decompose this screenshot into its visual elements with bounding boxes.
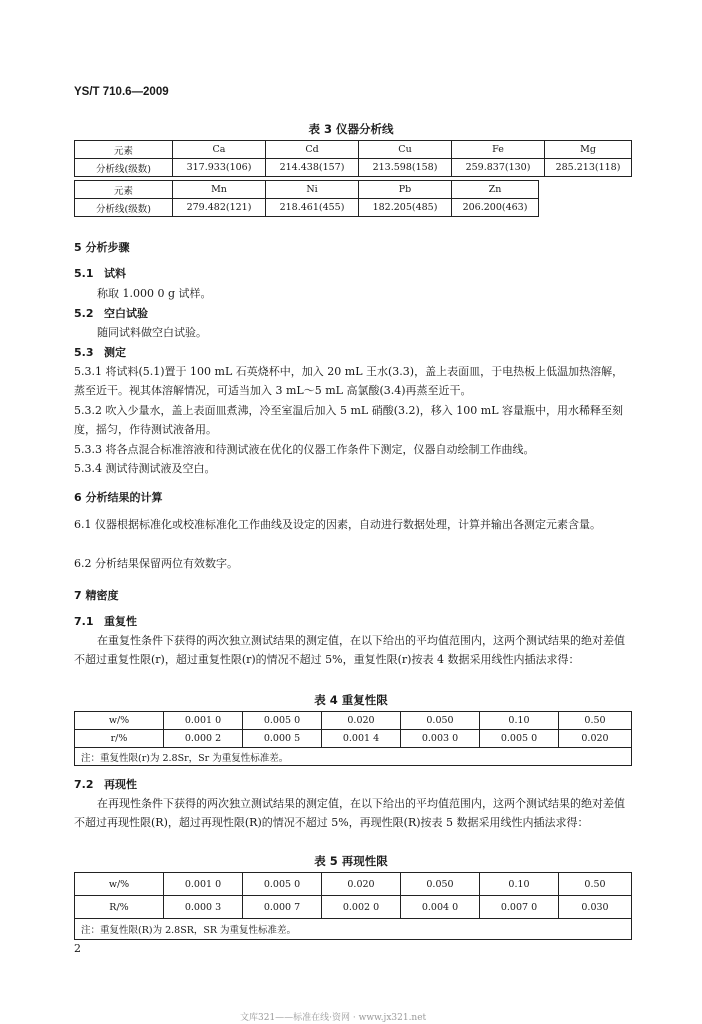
section-6-1: 6.1 仪器根据标准化或校准标准化工作曲线及设定的因素，自动进行数据处理，计算并输出各测定元素含量。 <box>74 518 601 531</box>
table-row <box>75 919 632 940</box>
table-cell: 0.003 0 <box>401 730 480 748</box>
table-cell: 0.007 0 <box>480 896 559 919</box>
section-title: 测定 <box>104 346 126 359</box>
table-cell: 0.50 <box>559 712 632 730</box>
table-cell: 0.050 <box>401 873 480 896</box>
table-cell: 213.598(158) <box>359 159 452 177</box>
table-cell: Zn <box>452 181 539 199</box>
table-cell: 0.000 7 <box>243 896 322 919</box>
table-cell: 0.000 2 <box>164 730 243 748</box>
table-cell: 0.000 3 <box>164 896 243 919</box>
table-cell: 元素 <box>75 141 173 159</box>
section-title: 再现性 <box>104 778 137 791</box>
table-row <box>75 730 632 748</box>
table-cell: 285.213(118) <box>545 159 632 177</box>
table-cell: 218.461(455) <box>266 199 359 217</box>
section-number: 7.1 <box>74 615 94 628</box>
table-cell: 0.030 <box>559 896 632 919</box>
section-number: 7.2 <box>74 778 94 791</box>
table-row <box>75 141 632 159</box>
section-5-3-heading <box>74 344 126 360</box>
standard-number: YS/T 710.6—2009 <box>74 86 169 98</box>
section-7-2-heading <box>74 776 137 792</box>
table5-caption: 表 5 再现性限 <box>314 854 388 868</box>
section-title: 重复性 <box>104 615 137 628</box>
table-cell: Ni <box>266 181 359 199</box>
table-row <box>75 181 539 199</box>
section-title: 试料 <box>104 267 126 280</box>
table3-caption: 表 3 仪器分析线 <box>308 122 394 136</box>
table-cell: w/% <box>75 712 164 730</box>
section-5-3-2: 5.3.2 吹入少量水，盖上表面皿煮沸，冷至室温后加入 5 mL 硝酸(3.2)，移入 100 mL 容量瓶中，用水稀释至刻度，摇匀，作待测试液备用。 <box>74 404 624 436</box>
table3-part2 <box>74 180 539 217</box>
table4 <box>74 711 632 766</box>
section-7-title: 7 精密度 <box>74 589 119 602</box>
table4-caption: 表 4 重复性限 <box>314 693 388 707</box>
table-cell: 0.005 0 <box>480 730 559 748</box>
table-note: 注：重复性限(R)为 2.8SR，SR 为重复性标准差。 <box>75 919 632 940</box>
section-7-1-heading <box>74 613 137 629</box>
section-number: 5.3 <box>74 346 94 359</box>
table-cell: 元素 <box>75 181 173 199</box>
table-cell: Mn <box>173 181 266 199</box>
table3 <box>74 140 632 177</box>
table-cell: 0.001 0 <box>164 873 243 896</box>
table-cell: 214.438(157) <box>266 159 359 177</box>
table5 <box>74 872 632 940</box>
table-cell: Mg <box>545 141 632 159</box>
section-5-1-text: 称取 1.000 0 g 试样。 <box>97 287 212 300</box>
section-5-3-4: 5.3.4 测试待测试液及空白。 <box>74 462 216 475</box>
section-5-1-heading <box>74 265 126 281</box>
table-cell: 0.005 0 <box>243 712 322 730</box>
table-cell: 0.50 <box>559 873 632 896</box>
table-cell: w/% <box>75 873 164 896</box>
section-number: 5.2 <box>74 307 94 320</box>
table-cell: 分析线(级数) <box>75 199 173 217</box>
table-cell: 分析线(级数) <box>75 159 173 177</box>
table-cell: 0.020 <box>322 712 401 730</box>
section-7-1-text: 在重复性条件下获得的两次独立测试结果的测定值，在以下给出的平均值范围内，这两个测试结果的绝对差值不超过重复性限(r)，超过重复性限(r)的情况不超过 5%，重复性限(r)按表 4 数据采用线性内插法求得： <box>74 634 625 666</box>
section-5-2-text: 随同试料做空白试验。 <box>97 326 207 339</box>
section-5-3-1: 5.3.1 将试料(5.1)置于 100 mL 石英烧杯中，加入 20 mL 王水(3.3)，盖上表面皿，于电热板上低温加热溶解，蒸至近干。视其体溶解情况，可适当加入 3 mL～5 mL 高氯酸(3.4)再蒸至近干。 <box>74 365 624 397</box>
section-5-3-3: 5.3.3 将各点混合标准溶液和待测试液在优化的仪器工作条件下测定，仪器自动绘制工作曲线。 <box>74 443 535 456</box>
table-cell: Cd <box>266 141 359 159</box>
table-cell: 259.837(130) <box>452 159 545 177</box>
table-cell: 0.10 <box>480 873 559 896</box>
table-cell: 317.933(106) <box>173 159 266 177</box>
table-cell: 0.020 <box>322 873 401 896</box>
table-row <box>75 896 632 919</box>
section-title: 空白试验 <box>104 307 148 320</box>
section-6-2: 6.2 分析结果保留两位有效数字。 <box>74 557 238 570</box>
table-row <box>75 159 632 177</box>
table-cell: 0.050 <box>401 712 480 730</box>
section-6-title: 6 分析结果的计算 <box>74 491 163 504</box>
table-cell: 0.004 0 <box>401 896 480 919</box>
table-cell: 206.200(463) <box>452 199 539 217</box>
table-cell: 0.001 4 <box>322 730 401 748</box>
table-cell: 0.005 0 <box>243 873 322 896</box>
table-row <box>75 748 632 766</box>
table-note: 注：重复性限(r)为 2.8Sr，Sr 为重复性标准差。 <box>75 748 632 766</box>
table-row <box>75 873 632 896</box>
page-number: 2 <box>74 942 81 955</box>
table-row <box>75 712 632 730</box>
table-cell: Fe <box>452 141 545 159</box>
table-cell: 0.001 0 <box>164 712 243 730</box>
table-cell: 279.482(121) <box>173 199 266 217</box>
section-5-2-heading <box>74 305 148 321</box>
footer-watermark: 文库321——标准在线·资网 · www.jx321.net <box>240 1013 427 1023</box>
table-cell: 0.020 <box>559 730 632 748</box>
table-cell: 0.000 5 <box>243 730 322 748</box>
table-cell: 0.002 0 <box>322 896 401 919</box>
table-cell: 0.10 <box>480 712 559 730</box>
table-cell: Cu <box>359 141 452 159</box>
table-cell: r/% <box>75 730 164 748</box>
section-number: 5.1 <box>74 267 94 280</box>
section-7-2-text: 在再现性条件下获得的两次独立测试结果的测定值，在以下给出的平均值范围内，这两个测试结果的绝对差值不超过再现性限(R)，超过再现性限(R)的情况不超过 5%，再现性限(R)按表 5 数据采用线性内插法求得： <box>74 797 625 829</box>
table-row <box>75 199 539 217</box>
table-cell: Pb <box>359 181 452 199</box>
section-5-title: 5 分析步骤 <box>74 241 130 254</box>
table-cell: R/% <box>75 896 164 919</box>
table-cell: Ca <box>173 141 266 159</box>
table-cell: 182.205(485) <box>359 199 452 217</box>
